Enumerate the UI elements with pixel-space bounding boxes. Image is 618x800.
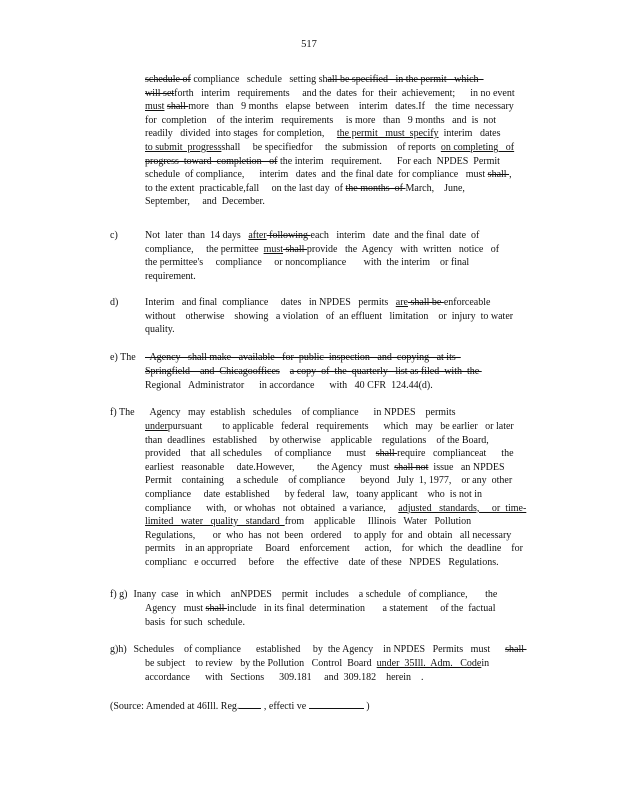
text-line [145, 556, 535, 570]
text-run: enforceable [443, 297, 491, 308]
inserted-text: limited water quality standard [145, 516, 285, 528]
item-e-paragraph [145, 365, 535, 392]
page-number: 517 [301, 39, 317, 50]
text-run: in [481, 658, 490, 669]
struck-text: Springfield and Chicago [145, 366, 253, 377]
item-h-first-line [131, 643, 527, 657]
item-g-first-line [131, 588, 521, 602]
text-line [145, 87, 535, 101]
struck-text: will set [145, 87, 175, 99]
struck-text: shall [487, 169, 510, 181]
text-run: compliance schedule setting sh [190, 74, 328, 85]
text-line [145, 296, 535, 310]
text-line [145, 365, 535, 379]
text-run: In [131, 589, 142, 600]
text-run: for the submission of reports [300, 141, 441, 153]
struck-text: shall [166, 101, 189, 113]
text-run: Agency may establish schedules of compliance in NPDES permits [145, 407, 456, 418]
item-h-label: g)h) [110, 644, 127, 655]
source-note-prefix: (Source: Amended at 46Ill. Reg. [110, 701, 240, 712]
struck-text: following [266, 230, 311, 241]
text-line [145, 114, 535, 128]
text-line [145, 256, 535, 270]
text-line [145, 515, 535, 529]
struck-text: shall [205, 603, 227, 614]
text-line [145, 141, 535, 155]
text-run [280, 366, 290, 377]
text-line [145, 542, 535, 556]
inserted-text: adjusted standards, or time- [398, 502, 527, 514]
text-run: quality. [145, 324, 175, 336]
text-run: each interim date and the final date of [310, 230, 480, 241]
text-line [145, 420, 535, 434]
text-run: readily divided into stages for completion, [145, 128, 337, 140]
struck-text: shall [375, 448, 398, 460]
text-line [145, 657, 535, 671]
struck-text: shall not [394, 461, 429, 473]
text-run: schedule of compliance, interim dates and the final date for compliance must [145, 169, 488, 181]
text-run: forth interim requirements and the dates for their achievement; in no event [174, 87, 515, 99]
inserted-text: under 35Ill. Adm. Code [376, 658, 482, 669]
text-line [145, 155, 535, 169]
text-run: interim dates [438, 128, 501, 140]
struck-text: a copy of the quarterly list as filed with the [289, 366, 482, 377]
text-run: Regional Administrator in accordance with 40 CFR 124.44(d). [145, 379, 433, 391]
source-note-middle: , effecti ve [261, 701, 309, 712]
text-run: requirement. [145, 270, 196, 282]
text-run: complianc e occurred before the effective date of these NPDES Regulations. [145, 556, 499, 568]
text-run: pursuant to applicable federal requirements which may be earlier or later [167, 421, 514, 432]
item-d-paragraph [145, 296, 535, 337]
struck-text: shall [283, 243, 307, 255]
struck-text: schedule of [145, 74, 191, 85]
text-run: be subject to review by the Pollution Control Board [145, 658, 377, 669]
struck-text: Agency shall make available for public inspection and copying at its [145, 352, 461, 363]
inserted-text: on completing of [440, 141, 515, 153]
struck-text: progress toward completion of [145, 155, 278, 167]
text-line [145, 168, 535, 182]
text-line [145, 502, 535, 516]
text-line [145, 379, 535, 393]
text-run: has not obtained a variance, [261, 502, 399, 514]
item-f-first-line [145, 406, 535, 420]
item-e-first-line [145, 351, 535, 365]
text-run: fall on the last day of [245, 182, 346, 194]
text-line [145, 195, 535, 209]
text-line [145, 602, 535, 616]
text-run: issue an NPDES [428, 461, 505, 473]
text-run: permits in an appropriate Board enforcement action, for which the deadline for [145, 543, 523, 555]
text-line [145, 488, 535, 502]
text-line [145, 323, 535, 337]
text-run: earliest reasonable date.However, the Agency must [145, 461, 395, 473]
inserted-text: under [145, 421, 168, 432]
text-run: compliance with, or who [145, 502, 262, 514]
text-run: from applicable Illinois Water Pollution [284, 516, 472, 528]
text-line [145, 474, 535, 488]
text-run: March, June, [405, 182, 465, 194]
text-line [131, 588, 521, 602]
text-line [145, 310, 535, 324]
text-run: Interim and final compliance dates in NPDES permits [145, 297, 396, 308]
text-run: September, and December. [145, 196, 265, 208]
text-line [145, 616, 535, 630]
text-run: any case in which an [141, 589, 241, 600]
text-run: require compliance [397, 448, 480, 460]
text-line [131, 643, 527, 657]
text-run: include in its final determination a statement of the factual [226, 603, 496, 614]
text-line [145, 461, 535, 475]
text-line [145, 434, 535, 448]
text-run: any applicant who is not in [364, 488, 483, 500]
intro-paragraph [145, 73, 535, 209]
text-run: Permit containing a schedule of compliance beyond July 1, 1977, or any other [145, 475, 513, 487]
text-line [145, 73, 535, 87]
text-run: compliance, the permittee [145, 243, 264, 255]
text-line [145, 182, 535, 196]
text-line [145, 406, 535, 420]
text-run: accordance with Sections 309.181 and 309.182 herein . [145, 671, 424, 683]
text-run: for completion of the interim requirements is more than 9 months and is not [145, 114, 497, 126]
register-blank [239, 698, 261, 709]
source-note-suffix: ) [363, 701, 370, 712]
text-line [145, 229, 535, 243]
inserted-text: must [263, 243, 284, 255]
text-run: Schedules of compliance established by the Agency in NPDES Permits must [131, 644, 506, 655]
struck-text: all be specified in the permit which [327, 74, 484, 85]
text-run: Agency must [145, 603, 206, 614]
text-line [145, 671, 535, 685]
text-run: shall be specified [221, 141, 301, 153]
struck-text: shall [505, 644, 527, 655]
text-run: the permittee's compliance or noncompliance with the interim or final [145, 257, 470, 269]
inserted-text: must [145, 101, 165, 113]
struck-text: shall be [408, 297, 444, 308]
item-d-label: d) [110, 297, 119, 308]
text-line [145, 243, 535, 257]
text-run: provided that all schedules of compliance must [145, 448, 376, 460]
item-g-label: f) g) [110, 589, 128, 600]
text-line [145, 127, 535, 141]
text-line [145, 270, 535, 284]
item-c-label: c) [110, 230, 118, 241]
text-run: than deadlines established by otherwise applicable regulations of the Board, [145, 434, 489, 446]
text-run: to the extent practicable, [145, 182, 246, 194]
text-line [145, 529, 535, 543]
text-run: compliance date established by federal law, to [145, 488, 364, 500]
text-line [145, 447, 535, 461]
item-c-paragraph [145, 229, 535, 283]
text-run: Not later than 14 days [145, 230, 249, 241]
struck-text: the months of [345, 182, 406, 194]
struck-text: offices [252, 366, 280, 377]
effective-date-blank [309, 698, 364, 709]
inserted-text: after [248, 230, 267, 241]
inserted-text: to submit progress [145, 141, 222, 153]
text-run: the interim requirement. For each NPDES Permit [277, 155, 500, 167]
text-run: , [509, 169, 512, 181]
text-run: Regulations, or who has not been ordered to apply for and obtain all necessary [145, 529, 512, 541]
item-h-paragraph [145, 657, 535, 684]
text-run: provide the Agency with written notice of [306, 243, 500, 255]
item-g-paragraph [145, 602, 535, 629]
text-run: without otherwise showing a violation of an effluent limitation or injury to water [145, 310, 514, 322]
item-f-paragraph [145, 420, 535, 570]
text-line [145, 100, 535, 114]
inserted-text: are [395, 297, 408, 308]
text-run: at the [479, 448, 514, 460]
text-run: NPDES permit includes a schedule of compliance, the [240, 589, 498, 600]
text-run: basis for such schedule. [145, 616, 245, 628]
item-e-label: e) The [110, 352, 136, 363]
text-line [145, 351, 535, 365]
source-note [110, 698, 535, 714]
item-f-label: f) The [110, 407, 135, 418]
text-run: more than 9 months elapse between interim dates.If the time necessary [188, 101, 514, 113]
inserted-text: the permit must specify [336, 128, 439, 140]
